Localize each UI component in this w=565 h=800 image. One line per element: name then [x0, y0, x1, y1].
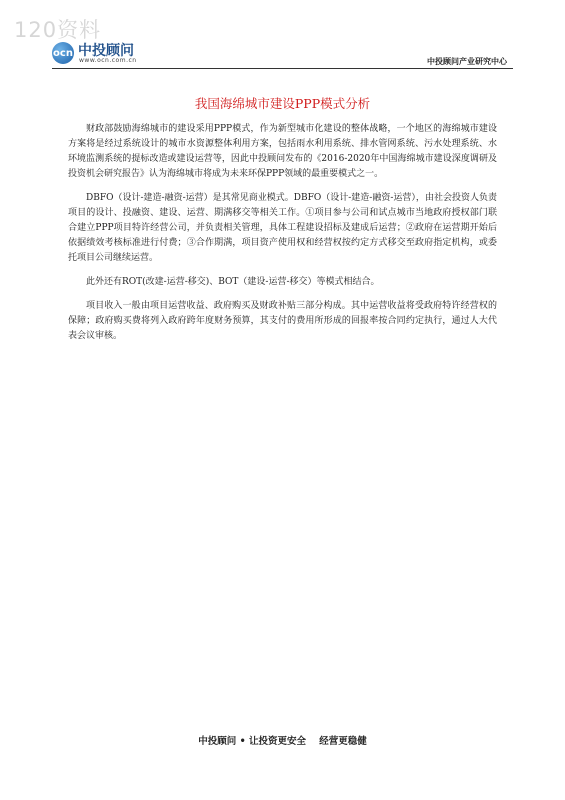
paragraph-4: 项目收入一般由项目运营收益、政府购买及财政补贴三部分构成。其中运营收益将受政府特许经营权的保障；政府购买费将列入政府跨年度财务预算，其支付的费用所形成的回报率按合同约定执行，通过人大代表会议审核。: [68, 301, 497, 341]
company-logo[interactable]: [52, 40, 172, 68]
logo-name: 中投顾问: [78, 43, 134, 59]
header-center-name: 中投顾问产业研究中心: [427, 57, 507, 66]
paragraph-3: 此外还有ROT(改建-运营-移交)、BOT（建设-运营-移交）等模式相结合。: [86, 277, 380, 287]
document-body: [68, 122, 497, 353]
paragraph-1: 财政部鼓励海绵城市的建设采用PPP模式，作为新型城市化建设的整体战略，一个地区的海绵城市建设方案将是经过系统设计的城市水资源整体利用方案，包括雨水利用系统、排水管网系统、污水处理系统、水环境监测系统的提标改造或建设运营等，因此中投顾问发布的《2016-2020年中国海绵城市建设深度调研及投资机会研究报告》认为海绵城市将成为未来环保PPP领域的最重要模式之一。: [68, 124, 497, 179]
footer-slogan: 中投顾问 • 让投资更安全 经营更稳健: [198, 736, 367, 747]
watermark-text: 120资料: [14, 18, 102, 42]
header-divider: [52, 68, 513, 69]
page-title: 我国海绵城市建设PPP模式分析: [194, 96, 371, 111]
logo-url: www.ocn.com.cn: [79, 57, 137, 64]
logo-emblem-icon: ocn: [52, 42, 74, 64]
paragraph-2: DBFO（设计-建造-融资-运营）是其常见商业模式。DBFO（设计-建造-融资-运营），由社会投资人负责项目的设计、投融资、建设、运营、期满移交等相关工作。①项目参与公司和试点城市当地政府授权部门联合建立PPP项目特许经营公司，并负责相关管理，具体工程建设招标及建成后运营；②政府在运营期开始后依据绩效考核标准进行付费；③合作期满，项目资产使用权和经营权按约定方式移交至政府指定机构，或委托项目公司继续运营。: [68, 193, 497, 263]
